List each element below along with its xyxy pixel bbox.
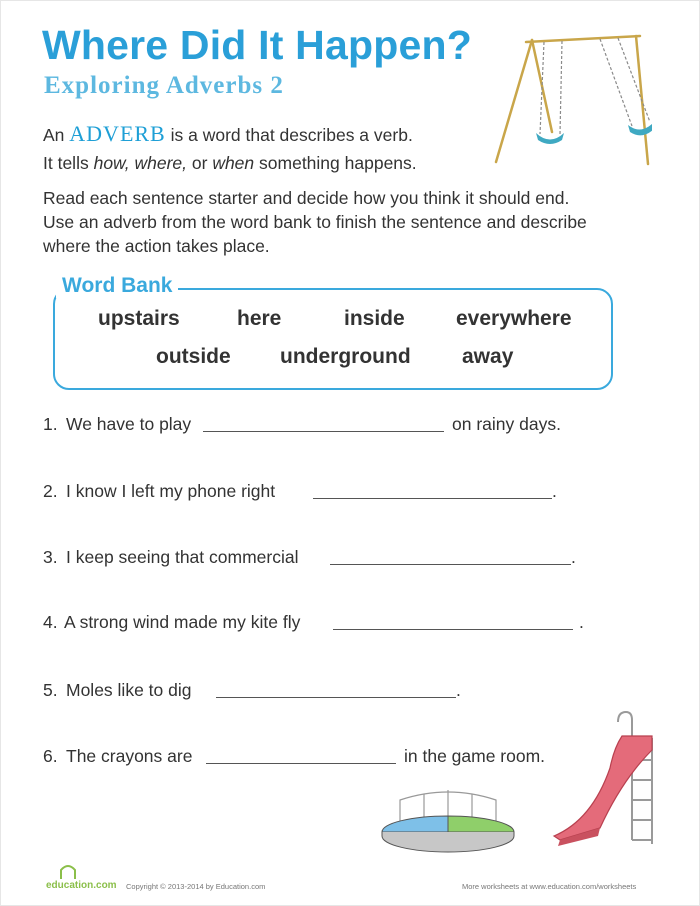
answer-blank[interactable] bbox=[203, 431, 444, 432]
question-stem: We have to play bbox=[66, 414, 192, 434]
question-ending: in the game room. bbox=[404, 746, 546, 766]
swing-top-bar bbox=[526, 36, 640, 42]
word-bank-word: away bbox=[462, 345, 514, 368]
answer-blank[interactable] bbox=[313, 498, 552, 499]
merry-go-round-illustration bbox=[378, 778, 518, 858]
question-number: 2. bbox=[43, 481, 58, 501]
question-ending: . bbox=[579, 612, 584, 632]
footer-logo: education.com bbox=[46, 880, 117, 891]
education-logo-icon bbox=[58, 862, 78, 880]
slide-chute bbox=[554, 736, 652, 840]
instructions: Read each sentence starter and decide how you think it should end. Use an adverb from the word bank to finish the sentence and describe where the action takes place. bbox=[43, 188, 587, 256]
adverb-keyword: ADVERB bbox=[69, 121, 166, 146]
word-bank-word: inside bbox=[344, 307, 405, 330]
answer-blank[interactable] bbox=[330, 564, 571, 565]
answer-blank[interactable] bbox=[333, 629, 573, 630]
word-bank-word: upstairs bbox=[98, 307, 180, 330]
merry-segment-blue bbox=[382, 816, 448, 832]
question-number: 3. bbox=[43, 547, 58, 567]
question-ending: on rainy days. bbox=[452, 414, 561, 434]
word-bank-word: everywhere bbox=[456, 307, 572, 330]
word-bank-word: underground bbox=[280, 345, 411, 368]
question-stem: I know I left my phone right bbox=[66, 481, 276, 501]
page-subtitle: Exploring Adverbs 2 bbox=[44, 72, 284, 99]
footer-more-worksheets: More worksheets at www.education.com/worksheets bbox=[462, 882, 637, 891]
swing-left-leg-front bbox=[496, 40, 532, 162]
swing-left-leg-back bbox=[532, 40, 552, 132]
swing-seat-right bbox=[628, 120, 652, 135]
question-ending: . bbox=[571, 547, 576, 567]
question-stem: The crayons are bbox=[66, 746, 193, 766]
swing-set-illustration bbox=[492, 30, 652, 170]
merry-go-round-base bbox=[382, 832, 514, 852]
question-number: 1. bbox=[43, 414, 58, 434]
answer-blank[interactable] bbox=[216, 697, 456, 698]
swing-frame bbox=[496, 36, 648, 164]
word-bank-box bbox=[53, 288, 613, 390]
word-bank-word: outside bbox=[156, 345, 231, 368]
question-stem: Moles like to dig bbox=[66, 680, 192, 700]
question-number: 4. bbox=[43, 612, 58, 632]
word-bank-label: Word Bank bbox=[56, 274, 178, 298]
question-stem: I keep seeing that commercial bbox=[66, 547, 299, 567]
swing-seat-left bbox=[536, 133, 564, 144]
slide-illustration bbox=[552, 708, 664, 848]
page-title: Where Did It Happen? bbox=[42, 22, 472, 68]
question-stem: A strong wind made my kite fly bbox=[64, 612, 301, 632]
swing-chains bbox=[540, 38, 650, 134]
merry-segment-green bbox=[448, 816, 514, 832]
question-number: 5. bbox=[43, 680, 58, 700]
question-ending: . bbox=[552, 481, 557, 501]
footer-copyright: Copyright © 2013-2014 by Education.com bbox=[126, 882, 266, 891]
question-number: 6. bbox=[43, 746, 58, 766]
answer-blank[interactable] bbox=[206, 763, 396, 764]
word-bank-word: here bbox=[237, 307, 282, 330]
adverb-definition: An ADVERB is a word that describes a verb. It tells how, where, or when something happens. bbox=[43, 121, 417, 173]
question-ending: . bbox=[456, 680, 461, 700]
